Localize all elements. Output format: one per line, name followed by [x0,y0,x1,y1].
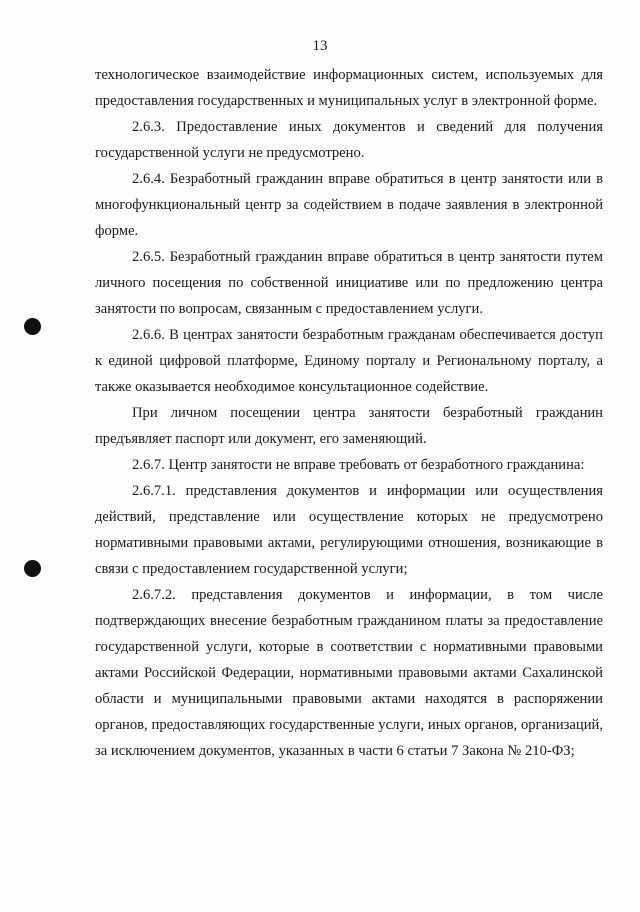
paragraph-2-6-7-1: 2.6.7.1. представления документов и информации или осуществления действий, представление или осуществление которых не предусмотрено нормативными правовыми актами, регулирующими отношения, возникающие в связи с предоставлением государственной услуги; [95,483,603,577]
paragraph-2-6-5: 2.6.5. Безработный гражданин вправе обратиться в центр занятости путем личного посещения по собственной инициативе или по предложению центра занятости по вопросам, связанным с предоставлением услуги. [95,249,603,317]
paragraph-2-6-7-2: 2.6.7.2. представления документов и информации, в том числе подтверждающих внесение безработным гражданином платы за предоставление государственной услуги, которые в соответствии с нормативными правовыми актами Российской Федерации, нормативными правовыми актами Сахалинской области и муниципальными правовыми актами находятся в распоряжении органов, предоставляющих государственные услуги, иных органов, организаций, за исключением документов, указанных в части 6 статьи 7 Закона № 210-ФЗ; [95,587,603,759]
paragraph-personal-visit: При личном посещении центра занятости безработный гражданин предъявляет паспорт или документ, его заменяющий. [95,405,603,447]
punch-hole-top [24,318,41,335]
punch-hole-bottom [24,560,41,577]
paragraph-2-6-7: 2.6.7. Центр занятости не вправе требовать от безработного гражданина: [132,457,585,473]
paragraph-2-6-4: 2.6.4. Безработный гражданин вправе обратиться в центр занятости или в многофункциональный центр за содействием в подаче заявления в электронной форме. [95,171,603,239]
paragraph-2-6-3: 2.6.3. Предоставление иных документов и сведений для получения государственной услуги не предусмотрено. [95,119,603,161]
page-number: 13 [312,38,328,54]
paragraph-continuation: технологическое взаимодействие информационных систем, используемых для предоставления государственных и муниципальных услуг в электронной форме. [95,67,603,109]
document-body [95,62,603,764]
paragraph-2-6-6: 2.6.6. В центрах занятости безработным гражданам обеспечивается доступ к единой цифровой платформе, Единому порталу и Региональному порталу, а также оказывается необходимое консультационное содействие. [95,327,603,395]
